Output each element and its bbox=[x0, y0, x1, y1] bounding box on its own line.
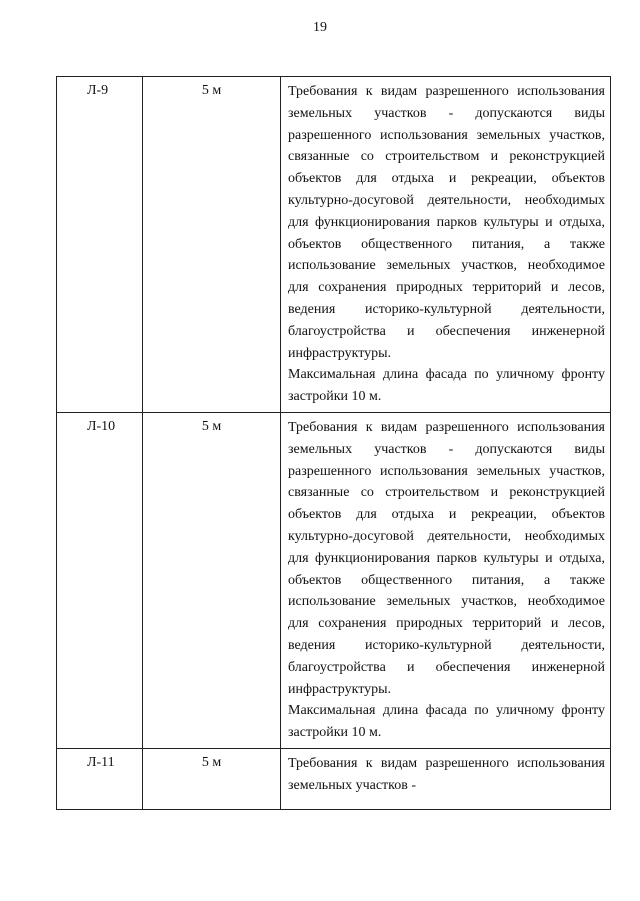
requirements-text: Требования к видам разрешенного использования земельных участков - bbox=[288, 755, 605, 793]
table-row bbox=[57, 412, 611, 748]
zone-code: Л-11 bbox=[57, 748, 143, 809]
page-number: 19 bbox=[313, 20, 327, 35]
zone-code: Л-9 bbox=[57, 77, 143, 413]
facade-length-text: Максимальная длина фасада по уличному фронту застройки 10 м. bbox=[288, 367, 605, 405]
table-row bbox=[57, 77, 611, 413]
requirements-cell bbox=[281, 748, 611, 809]
facade-length-text: Максимальная длина фасада по уличному фронту застройки 10 м. bbox=[288, 703, 605, 741]
requirements-text: Требования к видам разрешенного использования земельных участков - допускаются виды разрешенного использования земельных участков, связанные со строительством и реконструкцией объектов для отдыха и рекреации, объектов культурно-досуговой деятельности, необходимых для функционирования парков культуры и отдыха, объектов общественного питания, а также использование земельных участков, необходимое для сохранения природных территорий и лесов, ведения историко-культурной деятельности, благоустройства и обеспечения инженерной инфраструктуры. bbox=[288, 84, 605, 361]
zoning-table bbox=[56, 76, 611, 810]
max-height: 5 м bbox=[143, 748, 281, 809]
zone-code: Л-10 bbox=[57, 412, 143, 748]
requirements-cell bbox=[281, 412, 611, 748]
max-height: 5 м bbox=[143, 412, 281, 748]
table-row bbox=[57, 748, 611, 809]
requirements-cell bbox=[281, 77, 611, 413]
max-height: 5 м bbox=[143, 77, 281, 413]
requirements-text: Требования к видам разрешенного использования земельных участков - допускаются виды разрешенного использования земельных участков, связанные со строительством и реконструкцией объектов для отдыха и рекреации, объектов культурно-досуговой деятельности, необходимых для функционирования парков культуры и отдыха, объектов общественного питания, а также использование земельных участков, необходимое для сохранения природных территорий и лесов, ведения историко-культурной деятельности, благоустройства и обеспечения инженерной инфраструктуры. bbox=[288, 419, 605, 697]
